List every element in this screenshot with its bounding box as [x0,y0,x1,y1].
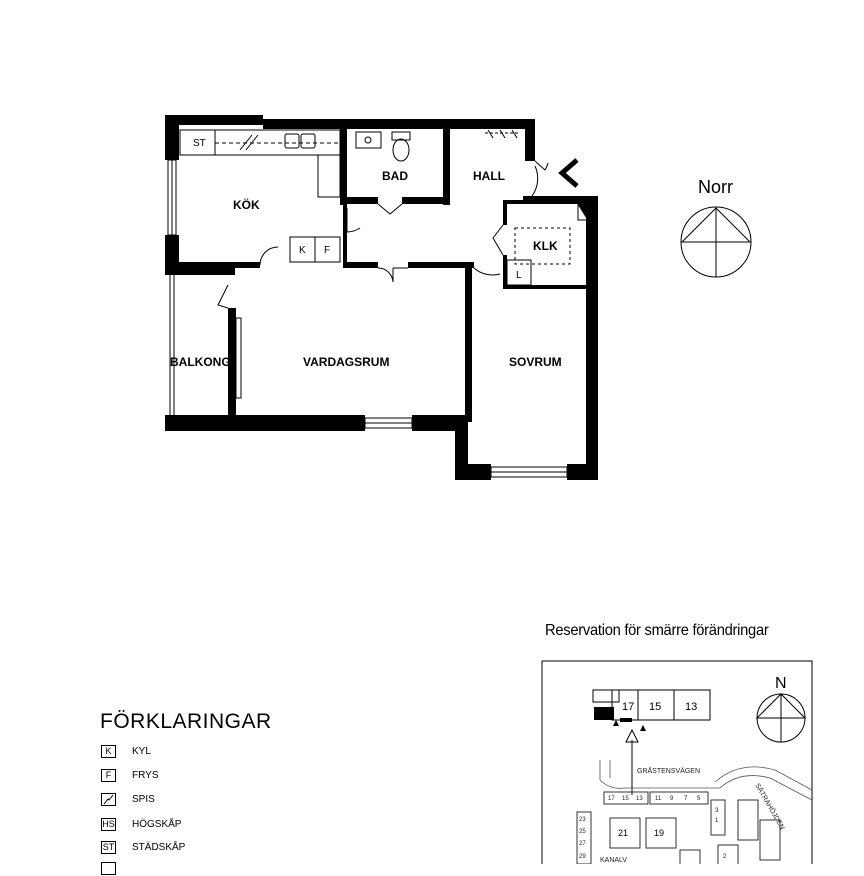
balcony-outline [170,275,174,415]
legend-text-hogskap: HÖGSKÅP [132,818,182,830]
fixture-label-st: ST [193,138,206,149]
site-row-num: 11 [655,796,662,802]
room-label-klk: KLK [533,239,558,253]
site-right-num: 2 [723,854,727,860]
legend-text-spis: SPIS [132,793,155,805]
legend-code-f: F [101,769,116,782]
legend-item-stadskap [101,839,185,855]
site-row-num: 17 [608,796,615,802]
site-row-num: 5 [697,796,701,802]
site-building-15: 15 [649,701,662,713]
room-label-balkong: BALKONG [170,355,231,369]
site-map-north-label: N [775,675,787,692]
site-building-13: 13 [685,701,698,713]
site-row-num: 7 [684,796,688,802]
legend-text-kyl: KYL [132,745,151,757]
site-side-num: 25 [579,829,586,835]
site-street-grastensvagen: GRÅSTENSVÄGEN [637,768,701,775]
room-label-bad: BAD [382,169,408,183]
reservation-note: Reservation för smärre förändringar [545,622,769,639]
north-label: Norr [698,177,733,197]
doors [218,161,548,308]
fixture-label-l: L [516,270,522,281]
site-street-satrahojden: SÄTRAHÖJDEN [753,782,786,832]
legend-code-k: K [101,745,116,758]
legend-title: FÖRKLARINGAR [100,710,272,733]
legend-box-partial [101,862,116,875]
site-side-num: 27 [579,841,586,847]
north-compass-icon [681,207,751,277]
site-row-num: 9 [670,796,674,802]
site-building-17: 17 [622,701,635,713]
fixture-label-f: F [324,245,331,256]
legend-text-stadskap: STÄDSKÅP [132,841,186,853]
legend-item-partial [101,860,116,876]
closets [485,130,588,285]
site-right-num: 1 [715,818,719,824]
room-label-vardagsrum: VARDAGSRUM [303,355,390,369]
legend-item-spis [101,791,155,807]
site-block-21: 21 [618,828,629,838]
entrance-arrow-icon [562,160,577,186]
interior-walls [228,125,588,422]
room-label-hall: HALL [473,169,505,183]
room-label-kok: KÖK [233,198,260,212]
site-right-num: 3 [715,808,719,814]
bathroom-fixtures [356,132,410,161]
site-street-kanalv: KANALV [600,857,628,864]
legend-item-frys [101,767,159,783]
site-side-num: 29 [579,854,586,860]
site-side-num: 23 [579,817,586,823]
legend-text-frys: FRYS [132,769,159,781]
legend-code-st: ST [102,842,115,852]
legend-item-kyl [101,743,151,759]
kitchen-counter [180,130,340,262]
room-label-sovrum: SOVRUM [509,355,562,369]
legend-item-hogskap [101,816,181,832]
spis-icon [101,793,116,806]
site-row-num: 15 [622,796,629,802]
fixture-label-k: K [299,245,306,256]
site-row-num: 13 [636,796,643,802]
legend-code-hs: HS [102,819,115,829]
site-block-19: 19 [654,828,665,838]
